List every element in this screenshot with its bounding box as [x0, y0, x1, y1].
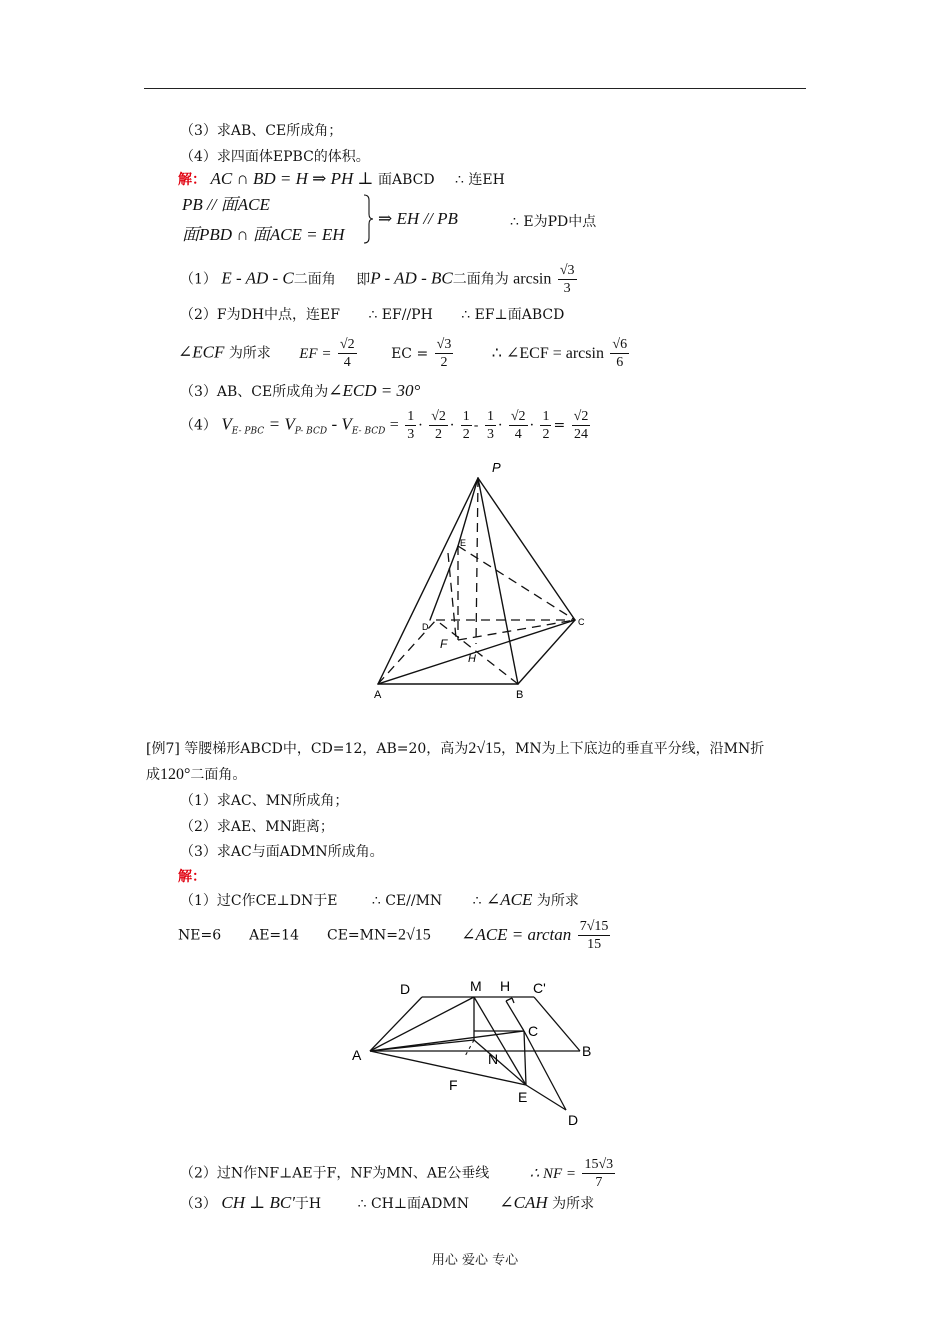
answer-2-ef-label: EF = — [299, 345, 332, 362]
segment-ec — [458, 546, 575, 620]
fig2-label-n: N — [488, 1051, 499, 1067]
fig2-label-c-prime: C' — [533, 980, 546, 996]
answer-1-dihedral-2: P - AD - BC — [370, 268, 453, 288]
example-7-answer-2 — [180, 1156, 617, 1191]
header-rule — [144, 88, 806, 89]
segment-ce — [524, 1031, 526, 1085]
example-7-text-1: [例7] 等腰梯形ABCD中，CD=12，AB=20，高为 — [146, 741, 469, 757]
answer-4-num-4: 1 — [486, 409, 494, 424]
edge-ad — [370, 997, 422, 1051]
example-7-answer-3 — [180, 1194, 594, 1213]
fig2-label-d: D — [400, 981, 411, 997]
fig2-label-e: E — [518, 1089, 528, 1105]
example-7-line-2 — [146, 766, 246, 784]
question-3: （3）求AB、CE所成角； — [180, 123, 343, 139]
answer-1-text-3: 二面角为 — [452, 271, 509, 288]
answer-4-op-5: · — [529, 417, 535, 434]
answer-3 — [180, 382, 420, 401]
example-7-solution-label: 解： — [178, 869, 206, 885]
fig2-label-c: C — [528, 1023, 539, 1039]
segment-md2 — [474, 997, 526, 1085]
answer-4-op-2: · — [449, 417, 455, 434]
example-7-text-4: 二面角。 — [190, 767, 247, 783]
answer-4-s2: P- BCD — [294, 426, 328, 437]
segment-ch — [506, 1001, 524, 1031]
answer-4-num-3: 1 — [462, 409, 470, 424]
answer-4-num-6: 1 — [542, 409, 550, 424]
answer-2-ec-numerator: √3 — [436, 337, 452, 352]
answer-4-num-1: 1 — [407, 409, 415, 424]
segment-eh — [448, 553, 456, 638]
example-7-answer-1 — [180, 891, 579, 910]
e3-text: 于H — [294, 1196, 322, 1212]
answer-4-v2: = V — [268, 414, 295, 434]
label-d: D — [422, 622, 429, 632]
answer-2-angle: ∠ECF — [178, 342, 225, 362]
e1-text: （1）过C作CE⊥DN于E — [180, 893, 338, 909]
e1-values: NE=6 AE=14 CE=MN= — [178, 927, 398, 944]
answer-4-op-6: = — [553, 417, 566, 434]
e1-therefore: ∴ — [472, 893, 482, 909]
e2-numerator: 15√3 — [584, 1157, 614, 1172]
answer-2-ef-fraction — [338, 336, 357, 371]
answer-2-result-fraction — [610, 336, 629, 371]
right-angle-h — [506, 998, 512, 1001]
brace-icon — [362, 194, 374, 244]
answer-2-angle-text: 为所求 — [228, 345, 271, 362]
fig2-label-h: H — [500, 978, 511, 994]
label-f: F — [440, 637, 448, 651]
answer-4-op-1: · — [418, 417, 423, 434]
segment-ae — [370, 1051, 526, 1085]
solution-step-1 — [178, 170, 505, 189]
answer-4-s1: E- PBC — [231, 426, 265, 437]
e1-angle-text: 为所求 — [536, 893, 579, 909]
answer-1 — [180, 262, 579, 297]
e1-parallel: ∴ CE//MN — [371, 893, 443, 909]
fig2-label-a: A — [352, 1047, 362, 1063]
answer-4-s3: E- BCD — [351, 426, 386, 437]
e2-result: ∴ NF = — [529, 1165, 577, 1182]
answer-2-ec-denominator: 2 — [440, 355, 448, 370]
e2-text: （2）过N作NF⊥AE于F，NF为MN、AE公垂线 — [180, 1165, 490, 1182]
system-result: ⇒ EH // PB — [378, 209, 458, 228]
answer-2-text: （2）F为DH中点，连EF — [180, 307, 340, 323]
question-4: （4）求四面体EPBC的体积。 — [180, 149, 370, 165]
page-footer: 用心 爱心 专心 — [431, 1253, 519, 1268]
answer-4-den-7: 24 — [574, 427, 588, 442]
fig2-label-m: M — [470, 978, 482, 994]
answer-2-ef-denominator: 4 — [343, 355, 351, 370]
answer-4-den-4: 3 — [486, 427, 494, 442]
e3-expression: CH ⊥ BC′ — [221, 1193, 295, 1212]
e2-fraction — [582, 1156, 615, 1191]
answer-4-v1: V — [221, 414, 232, 434]
example-7-height: 2√15 — [468, 740, 502, 757]
answer-3-angle: ∠ECD = 30° — [328, 381, 421, 400]
answer-1-text-1: 二面角 — [293, 271, 336, 288]
answer-4-fraction-1 — [405, 408, 416, 443]
answer-4-num-2: √2 — [431, 409, 446, 424]
label-a: A — [374, 689, 382, 701]
answer-2-result-numerator: √6 — [612, 337, 628, 352]
answer-2-parallel: ∴ EF//PH — [368, 307, 433, 323]
e1-result: ∠ACE = arctan — [461, 924, 572, 944]
step1-face: 面ABCD — [377, 172, 435, 188]
answer-2-result-denominator: 6 — [616, 355, 624, 370]
diagonal-bd — [436, 620, 518, 684]
answer-4-op-3: - — [473, 417, 479, 434]
fig2-label-d2: D — [568, 1112, 579, 1128]
e3-prefix: （3） — [180, 1196, 217, 1212]
solution-label: 解： — [178, 172, 206, 188]
right-angle-h2 — [512, 998, 514, 1003]
e1-angle: ∠ACE — [486, 890, 533, 909]
answer-4-den-5: 4 — [514, 427, 522, 442]
answer-4-fraction-4 — [485, 408, 496, 443]
e1-numerator: 7√15 — [579, 919, 609, 934]
answer-1-text-2: 即 — [356, 271, 371, 288]
e3-angle: ∠CAH — [499, 1193, 548, 1212]
edge-pb — [478, 478, 518, 684]
pyramid-figure — [360, 458, 600, 704]
answer-1-numerator: √3 — [559, 263, 575, 278]
edge-c1b — [534, 997, 580, 1051]
trapezoid-figure — [348, 974, 608, 1132]
answer-2-perpendicular: ∴ EF⊥面ABCD — [461, 307, 565, 323]
answer-4-fraction-5 — [509, 408, 528, 443]
answer-4-den-6: 2 — [542, 427, 550, 442]
example-7-question-2: （2）求AE、MN距离； — [180, 819, 334, 835]
step1-tail: ∴ 连EH — [455, 172, 505, 188]
answer-1-function: arcsin — [513, 270, 552, 288]
answer-3-text: （3）AB、CE所成角为 — [180, 384, 329, 400]
segment-an — [370, 1040, 474, 1051]
answer-4-fraction-7 — [572, 408, 591, 443]
e1-denominator: 15 — [587, 937, 602, 952]
answer-4-fraction-3 — [461, 408, 472, 443]
edge-ed — [430, 546, 458, 620]
label-e: E — [460, 538, 467, 548]
example-7-line-1 — [146, 740, 764, 758]
answer-4-num-5: √2 — [510, 409, 526, 424]
example-7-angle: 120° — [160, 766, 191, 783]
answer-4-equals: = — [389, 416, 399, 434]
answer-4-op-4: · — [497, 417, 503, 434]
answer-4-fraction-2 — [429, 408, 448, 443]
segment-am — [370, 997, 474, 1051]
e1-fraction — [578, 918, 611, 953]
answer-4-den-2: 2 — [435, 427, 443, 442]
answer-4-prefix: （4） — [180, 417, 217, 434]
edge-pc — [478, 478, 575, 620]
step1-expression: AC ∩ BD = H ⇒ PH ⊥ — [210, 169, 374, 188]
fig2-label-b: B — [582, 1043, 592, 1059]
answer-4-den-1: 3 — [407, 427, 415, 442]
label-c: C — [578, 617, 585, 627]
system-line-2: 面PBD ∩ 面ACE = EH — [182, 225, 345, 244]
answer-2-result: ∴ ∠ECF = arcsin — [491, 344, 604, 362]
answer-4-num-7: √2 — [573, 409, 589, 424]
answer-1-denominator: 3 — [563, 281, 571, 296]
answer-4-v3: - V — [331, 414, 352, 434]
example-7-text-2: ，MN为上下底边的垂直平分线，沿MN折 — [501, 741, 765, 757]
e2-denominator: 7 — [595, 1175, 603, 1190]
answer-4 — [180, 408, 592, 443]
e3-perpendicular: ∴ CH⊥面ADMN — [357, 1196, 469, 1212]
answer-4-fraction-6 — [540, 408, 551, 443]
e1-mn-value: 2√15 — [397, 926, 431, 944]
label-p: P — [492, 460, 501, 475]
answer-2-line — [180, 306, 564, 324]
segment-cd2 — [524, 1031, 566, 1110]
answer-1-dihedral-1: E - AD - C — [221, 268, 294, 288]
segment-nf — [464, 1040, 474, 1058]
example-7-question-1: （1）求AC、MN所成角； — [180, 793, 349, 809]
system-line-1: PB // 面ACE — [182, 195, 270, 214]
example-7-question-3: （3）求AC与面ADMN所成角。 — [180, 844, 384, 860]
segment-ne — [474, 1040, 526, 1085]
answer-2-ec-label: EC = — [391, 345, 429, 362]
answer-2-ef-numerator: √2 — [339, 337, 355, 352]
answer-2-values — [178, 336, 631, 371]
answer-1-prefix: （1） — [180, 271, 217, 288]
label-h: H — [468, 653, 476, 665]
height-ph — [476, 478, 478, 644]
fig2-label-f: F — [449, 1077, 458, 1093]
example-7-values — [178, 918, 612, 953]
example-7-text-3: 成 — [146, 767, 160, 783]
label-b: B — [516, 689, 524, 701]
edge-pa — [378, 478, 478, 684]
e3-tail: 为所求 — [552, 1196, 595, 1212]
answer-1-fraction — [558, 262, 577, 297]
system-conclusion: ∴ E为PD中点 — [510, 214, 597, 230]
answer-2-ec-fraction — [435, 336, 454, 371]
answer-4-den-3: 2 — [462, 427, 470, 442]
